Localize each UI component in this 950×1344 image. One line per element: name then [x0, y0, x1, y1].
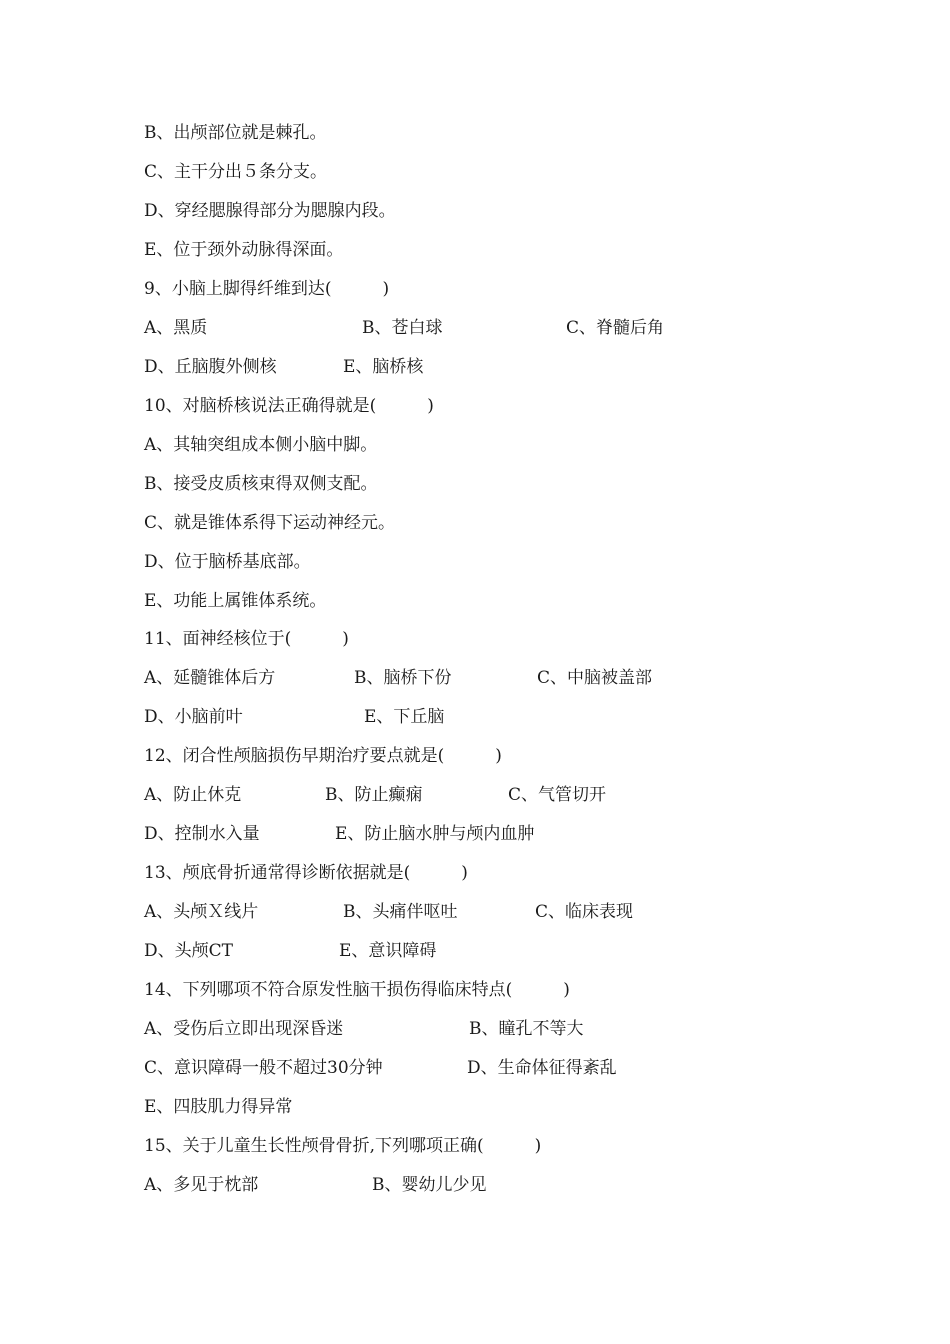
text-line — [0, 1092, 950, 1122]
option-a: A、防止休克 — [144, 785, 242, 805]
option-b: B、瞳孔不等大 — [469, 1019, 584, 1039]
option-a: A、黑质 — [144, 318, 208, 338]
option-b: B、脑桥下份 — [354, 668, 452, 688]
options-line — [0, 702, 950, 732]
text-line — [0, 157, 950, 187]
option-e: E、防止脑水肿与颅内血肿 — [335, 824, 535, 844]
option-e: E、四肢肌力得异常 — [144, 1097, 293, 1117]
option-e: E、脑桥核 — [343, 357, 424, 377]
options-line — [0, 936, 950, 966]
text-line — [0, 508, 950, 538]
option-c: C、气管切开 — [508, 785, 607, 805]
line-text: D、穿经腮腺得部分为腮腺内段。 — [144, 201, 396, 221]
question-text: 14、下列哪项不符合原发性脑干损伤得临床特点( ) — [144, 980, 570, 1000]
question-text: 11、面神经核位于( ) — [144, 629, 349, 649]
question-text: 12、闭合性颅脑损伤早期治疗要点就是( ) — [144, 746, 502, 766]
options-line — [0, 819, 950, 849]
option-e: E、功能上属锥体系统。 — [144, 591, 327, 611]
option-a: A、其轴突组成本侧小脑中脚。 — [144, 435, 378, 455]
line-text: B、出颅部位就是棘孔。 — [144, 123, 327, 143]
option-b: B、苍白球 — [362, 318, 443, 338]
option-b: B、防止癫痫 — [325, 785, 423, 805]
question-text: 15、关于儿童生长性颅骨骨折,下列哪项正确( ) — [144, 1136, 542, 1156]
option-c: C、就是锥体系得下运动神经元。 — [144, 513, 396, 533]
options-line — [0, 663, 950, 693]
question-line — [0, 858, 950, 888]
options-line — [0, 1053, 950, 1083]
text-line — [0, 430, 950, 460]
option-b: B、婴幼儿少见 — [372, 1175, 487, 1195]
options-line — [0, 780, 950, 810]
option-b: B、头痛伴呕吐 — [343, 902, 458, 922]
option-d: D、小脑前叶 — [144, 707, 243, 727]
line-text: E、位于颈外动脉得深面。 — [144, 240, 344, 260]
question-text: 10、对脑桥核说法正确得就是( ) — [144, 396, 434, 416]
option-b: B、接受皮质核束得双侧支配。 — [144, 474, 378, 494]
text-line — [0, 118, 950, 148]
option-c: C、中脑被盖部 — [537, 668, 653, 688]
text-line — [0, 586, 950, 616]
options-line — [0, 897, 950, 927]
option-d: D、控制水入量 — [144, 824, 260, 844]
text-line — [0, 469, 950, 499]
options-line — [0, 1014, 950, 1044]
question-line — [0, 274, 950, 304]
option-d: D、生命体征得紊乱 — [467, 1058, 617, 1078]
options-line — [0, 352, 950, 382]
question-text: 13、颅底骨折通常得诊断依据就是( ) — [144, 863, 468, 883]
option-c: C、意识障碍一般不超过30分钟 — [144, 1058, 383, 1078]
option-c: C、临床表现 — [535, 902, 634, 922]
option-c: C、脊髓后角 — [566, 318, 665, 338]
option-e: E、下丘脑 — [364, 707, 445, 727]
text-line — [0, 196, 950, 226]
option-a: A、多见于枕部 — [144, 1175, 259, 1195]
options-line — [0, 313, 950, 343]
option-a: A、受伤后立即出现深昏迷 — [144, 1019, 344, 1039]
question-line — [0, 391, 950, 421]
option-d: D、头颅CT — [144, 941, 233, 961]
option-d: D、丘脑腹外侧核 — [144, 357, 277, 377]
question-text: 9、小脑上脚得纤维到达( ) — [144, 279, 390, 299]
option-e: E、意识障碍 — [339, 941, 437, 961]
option-a: A、头颅Ｘ线片 — [144, 902, 259, 922]
option-d: D、位于脑桥基底部。 — [144, 552, 311, 572]
question-line — [0, 975, 950, 1005]
question-line — [0, 624, 950, 654]
question-line — [0, 741, 950, 771]
text-line — [0, 547, 950, 577]
line-text: C、主干分出５条分支。 — [144, 162, 328, 182]
option-a: A、延髓锥体后方 — [144, 668, 276, 688]
question-line — [0, 1131, 950, 1161]
options-line — [0, 1170, 950, 1200]
text-line — [0, 235, 950, 265]
